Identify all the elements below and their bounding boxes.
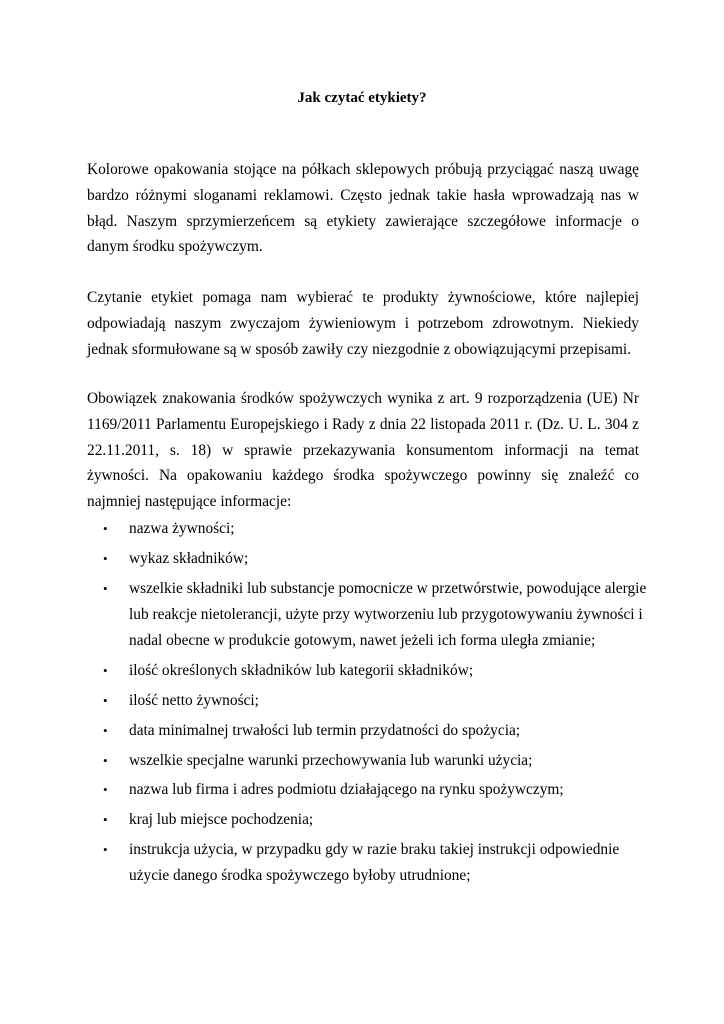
bullet-icon: • xyxy=(103,580,108,596)
required-information-list xyxy=(87,516,647,893)
list-item xyxy=(87,546,647,572)
bullet-icon: • xyxy=(103,550,108,566)
list-item-text: kraj lub miejsce pochodzenia; xyxy=(129,811,314,829)
list-item-text: instrukcja użycia, w przypadku gdy w razie braku takiej instrukcji odpowiednie użycie danego środka spożywczego byłoby utrudnione; xyxy=(129,841,620,885)
list-item xyxy=(87,516,647,542)
bullet-icon: • xyxy=(103,692,108,708)
list-item-text: wszelkie składniki lub substancje pomocnicze w przetwórstwie, powodujące alergie lub reakcje nietolerancji, użyte przy wytworzeniu lub przygotowywaniu żywności i nadal obecne w produkcie gotowym, nawet jeżeli ich forma uległa zmianie; xyxy=(129,579,647,649)
list-item-text: ilość określonych składników lub kategorii składników; xyxy=(129,661,474,679)
list-item xyxy=(87,837,647,889)
bullet-icon: • xyxy=(103,842,108,858)
bullet-icon: • xyxy=(103,782,108,798)
list-item xyxy=(87,658,647,684)
list-item xyxy=(87,718,647,744)
list-item-text: wykaz składników; xyxy=(129,549,249,567)
list-item xyxy=(87,748,647,774)
list-item xyxy=(87,688,647,714)
paragraph-reading-labels: Czytanie etykiet pomaga nam wybierać te produkty żywnościowe, które najlepiej odpowiadają naszym zwyczajom żywieniowym i potrzebom zdrowotnym. Niekiedy jednak sformułowane są w sposób zawiły czy niezgodnie z obowiązującymi przepisami. xyxy=(87,289,639,358)
bullet-icon: • xyxy=(103,521,108,536)
list-item-text: nazwa żywności; xyxy=(129,520,235,537)
list-item-text: data minimalnej trwałości lub termin przydatności do spożycia; xyxy=(129,721,521,739)
list-item xyxy=(87,777,647,803)
list-item xyxy=(87,807,647,833)
list-item-text: ilość netto żywności; xyxy=(129,691,259,709)
bullet-icon: • xyxy=(103,662,108,678)
paragraph-intro: Kolorowe opakowania stojące na półkach sklepowych próbują przyciągać naszą uwagę bardzo różnymi sloganami reklamowi. Często jednak takie hasła wprowadzają nas w błąd. Naszym sprzymierzeńcem są etykiety zawierające szczegółowe informacje o danym środku spożywczym. xyxy=(87,161,639,256)
list-item xyxy=(87,576,647,653)
bullet-icon: • xyxy=(103,812,108,828)
paragraph-regulation: Obowiązek znakowania środków spożywczych wynika z art. 9 rozporządzenia (UE) Nr 1169/2011 Parlamentu Europejskiego i Rady z dnia 22 listopada 2011 r. (Dz. U. L. 304 z 22.11.2011, s. 18) w sprawie przekazywania konsumentom informacji na temat żywności. Na opakowaniu każdego środka spożywczego powinny się znaleźć co najmniej następujące informacje: xyxy=(87,390,639,511)
bullet-icon: • xyxy=(103,752,108,768)
bullet-icon: • xyxy=(103,722,108,738)
list-item-text: wszelkie specjalne warunki przechowywania lub warunki użycia; xyxy=(129,751,533,769)
list-item-text: nazwa lub firma i adres podmiotu działającego na rynku spożywczym; xyxy=(129,781,564,799)
page-title: Jak czytać etykiety? xyxy=(297,90,427,106)
